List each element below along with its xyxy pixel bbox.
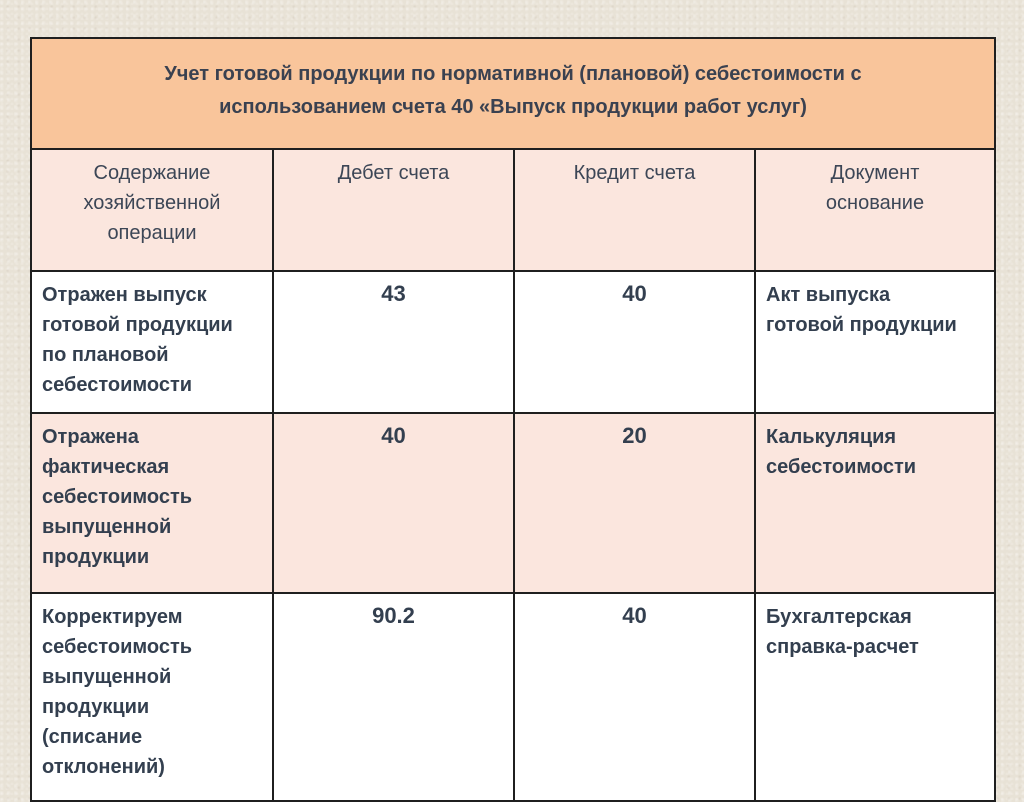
cell-debit: 40 <box>273 413 514 593</box>
cell-credit: 40 <box>514 271 755 413</box>
cell-credit: 40 <box>514 593 755 801</box>
header-debit: Дебет счета <box>273 149 514 271</box>
cell-document: Бухгалтерская справка-расчет <box>755 593 995 801</box>
cell-debit: 90.2 <box>273 593 514 801</box>
table-title-line: использованием счета 40 «Выпуск продукции работ услуг) <box>219 95 807 118</box>
table-row <box>31 593 995 801</box>
table-row <box>31 271 995 413</box>
cell-document: Калькуляция себестоимости <box>755 413 995 593</box>
table-title-line: Учет готовой продукции по нормативной (плановой) себестоимости с <box>164 62 862 85</box>
header-operation: Содержание хозяйственной операции <box>31 149 273 271</box>
cell-credit: 20 <box>514 413 755 593</box>
table-title <box>31 38 995 149</box>
ledger-table-container <box>30 37 994 778</box>
header-credit: Кредит счета <box>514 149 755 271</box>
header-row <box>31 149 995 271</box>
table-row <box>31 413 995 593</box>
cell-debit: 43 <box>273 271 514 413</box>
ledger-table <box>30 37 996 802</box>
cell-operation: Отражена фактическая себестоимость выпущенной продукции <box>31 413 273 593</box>
title-row <box>31 38 995 149</box>
cell-document: Акт выпуска готовой продукции <box>755 271 995 413</box>
cell-operation: Отражен выпуск готовой продукции по плановой себестоимости <box>31 271 273 413</box>
cell-operation: Корректируем себестоимость выпущенной продукции (списание отклонений) <box>31 593 273 801</box>
header-document: Документ основание <box>755 149 995 271</box>
